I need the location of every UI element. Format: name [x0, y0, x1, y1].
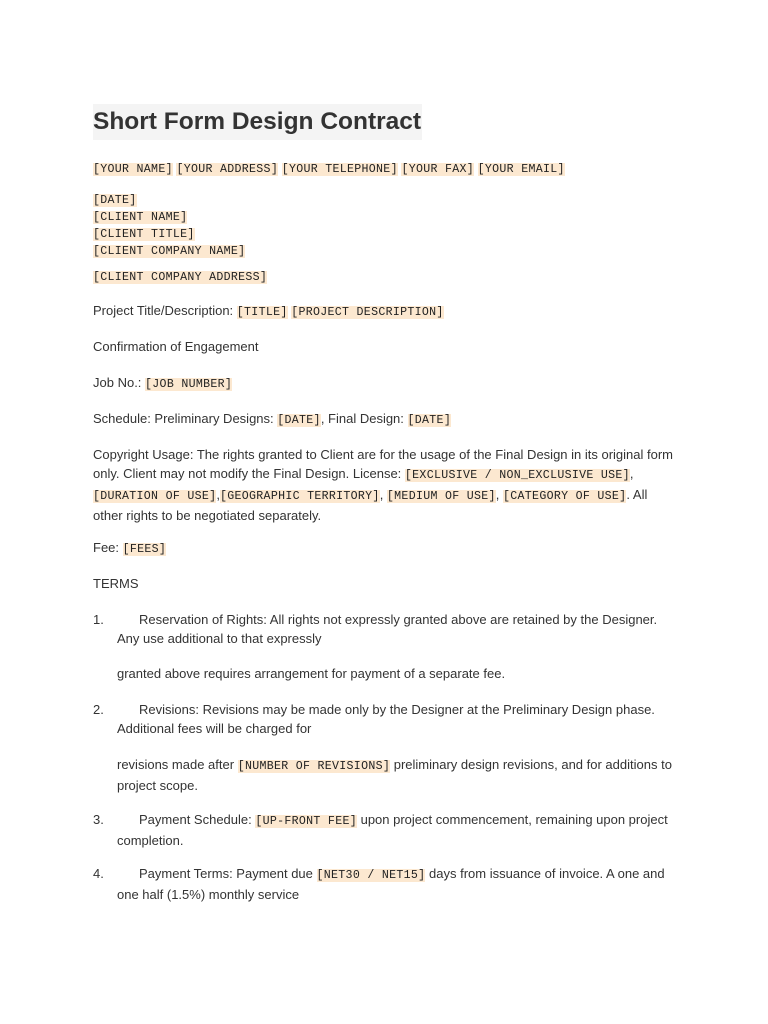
- your-address-field: [YOUR ADDRESS]: [176, 163, 279, 176]
- term-4-text-b: days from issuance of invoice. A one and one half (1.5%) monthly service: [117, 866, 665, 902]
- medium-field: [MEDIUM OF USE]: [386, 490, 496, 503]
- term-1-continuation: granted above requires arrangement for payment of a separate fee.: [117, 666, 506, 681]
- your-fax-field: [YOUR FAX]: [401, 163, 475, 176]
- project-line: [93, 301, 673, 322]
- job-line: [93, 373, 673, 394]
- schedule-label: Schedule: Preliminary Designs:: [93, 411, 274, 426]
- copyright-closing: . All other rights to be negotiated separately.: [93, 487, 648, 523]
- upfront-fee-field: [UP-FRONT FEE]: [255, 815, 357, 828]
- project-title-field: [TITLE]: [236, 306, 288, 319]
- term-2-number: 2.: [93, 702, 104, 717]
- term-2-text: Revisions: Revisions may be made only by the Designer at the Preliminary Design phase. Additional fees will be charged for: [117, 702, 655, 736]
- client-name-field: [CLIENT NAME]: [93, 211, 188, 224]
- client-company-field: [CLIENT COMPANY NAME]: [93, 245, 246, 258]
- revisions-field: [NUMBER OF REVISIONS]: [237, 760, 391, 773]
- final-design-label: , Final Design:: [320, 411, 404, 426]
- client-block: [93, 191, 673, 259]
- fee-label: Fee:: [93, 540, 120, 555]
- term-1-number: 1.: [93, 612, 104, 627]
- prelim-date-field: [DATE]: [277, 414, 321, 427]
- job-number-field: [JOB NUMBER]: [145, 378, 233, 391]
- term-4-number: 4.: [93, 866, 104, 881]
- duration-field: [DURATION OF USE]: [93, 490, 217, 503]
- territory-field: [GEOGRAPHIC TERRITORY]: [220, 490, 380, 503]
- client-address-field: [CLIENT COMPANY ADDRESS]: [93, 271, 268, 284]
- term-2-text-b: preliminary design revisions, and for additions to project scope.: [117, 757, 672, 793]
- term-3-text-a: Payment Schedule:: [139, 812, 252, 827]
- term-2-continuation: [117, 755, 673, 795]
- term-3-text-b: upon project commencement, remaining upon project completion.: [117, 812, 668, 848]
- fee-field: [FEES]: [122, 543, 167, 556]
- confirmation-line: Confirmation of Engagement: [93, 339, 259, 354]
- sender-fields: [93, 160, 673, 177]
- copyright-text: Copyright Usage: The rights granted to Client are for the usage of the Final Design in its original form only. Client may not modify the Final Design. License:: [93, 447, 674, 481]
- client-title-field: [CLIENT TITLE]: [93, 228, 195, 241]
- license-field: [EXCLUSIVE / NON_EXCLUSIVE USE]: [404, 469, 630, 482]
- your-name-field: [YOUR NAME]: [93, 163, 173, 176]
- category-field: [CATEGORY OF USE]: [503, 490, 627, 503]
- project-label: Project Title/Description:: [93, 303, 234, 318]
- document-title: Short Form Design Contract: [93, 104, 422, 140]
- term-3-number: 3.: [93, 812, 104, 827]
- final-date-field: [DATE]: [407, 414, 452, 427]
- your-email-field: [YOUR EMAIL]: [477, 163, 565, 176]
- net-terms-field: [NET30 / NET15]: [316, 869, 426, 882]
- job-label: Job No.:: [93, 375, 142, 390]
- copyright-paragraph: Copyright Usage: The rights granted to Client are for the usage of the Final Design in its original form only. Client may not modify the Final Design. License: [EXCLUSIVE / NON_EXCLUSIVE USE], [DURATION OF USE],[GEOGRAPHIC TERRITORY], [MEDIUM OF USE], [CATEGORY OF USE]. All other rights to be negotiated separately.: [93, 447, 674, 523]
- term-2-text-a: revisions made after: [117, 757, 235, 772]
- term-4-text-a: Payment Terms: Payment due: [139, 866, 313, 881]
- project-description-field: [PROJECT DESCRIPTION]: [291, 306, 444, 319]
- terms-heading: TERMS: [93, 576, 139, 591]
- fee-line: [93, 538, 673, 559]
- schedule-line: [93, 409, 673, 430]
- your-telephone-field: [YOUR TELEPHONE]: [281, 163, 398, 176]
- term-1-text: Reservation of Rights: All rights not expressly granted above are retained by the Designer. Any use additional to that expressly: [117, 612, 658, 646]
- date-field: [DATE]: [93, 194, 137, 207]
